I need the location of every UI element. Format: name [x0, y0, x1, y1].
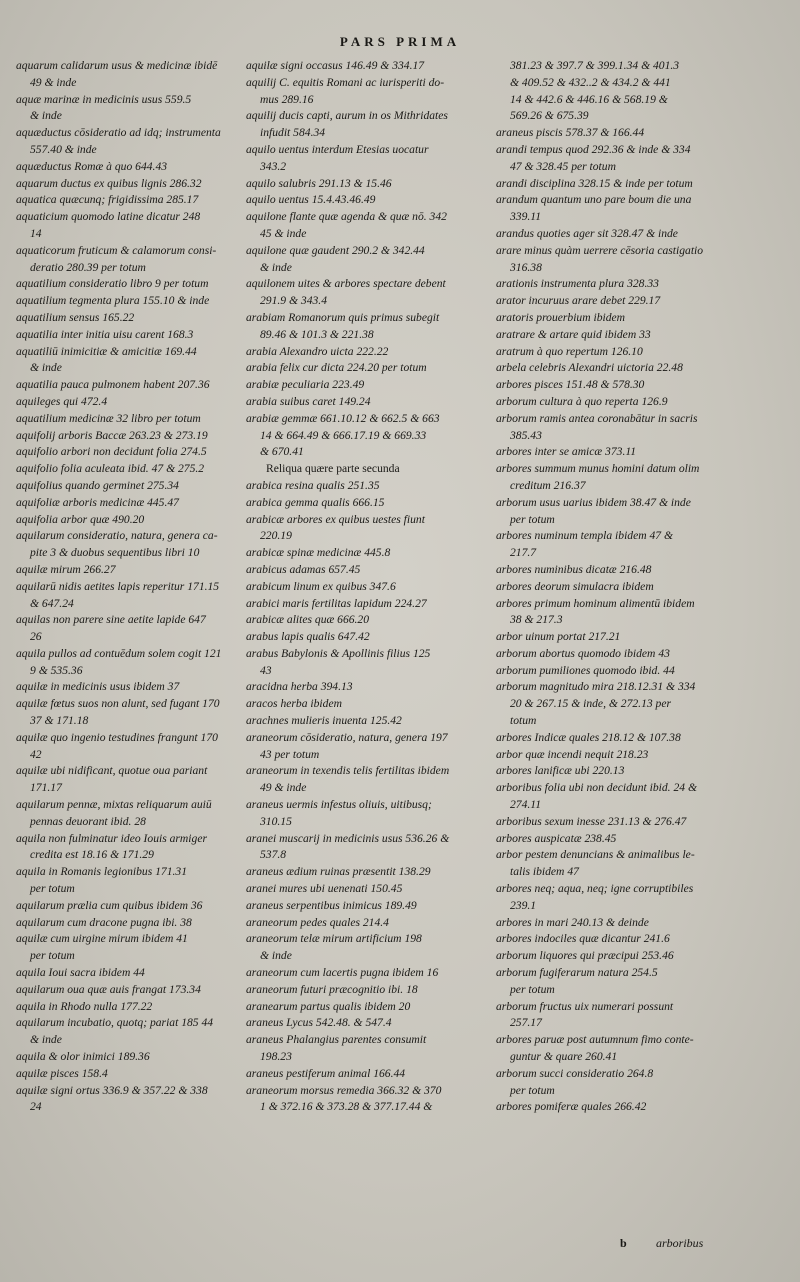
index-line: arationis instrumenta plura 328.33 [496, 277, 659, 291]
index-line: aquilæ pisces 158.4 [16, 1066, 108, 1080]
index-line: pite 3 & duobus sequentibus libri 10 [30, 546, 200, 560]
index-line: arbores neq; aqua, neq; igne corruptibiles [496, 882, 694, 896]
index-line: arator incuruus arare debet 229.17 [496, 294, 661, 308]
index-line: per totum [510, 982, 555, 996]
index-line: aquifolio folia aculeata ibid. 47 & 275.2 [16, 462, 205, 476]
index-line: talis ibidem 47 [510, 865, 579, 879]
catchword: arboribus [656, 1236, 704, 1250]
index-line: 43 per totum [260, 747, 320, 761]
index-line: per totum [30, 882, 75, 896]
index-line: 385.43 [510, 428, 542, 442]
index-line: arbores deorum simulacra ibidem [496, 579, 654, 593]
index-line: creditum 216.37 [510, 478, 586, 492]
index-column-right [496, 58, 796, 1116]
index-line: aquifolij arboris Baccæ 263.23 & 273.19 [16, 428, 208, 442]
index-line: aquilarum consideratio, natura, genera ca- [16, 529, 218, 543]
index-line: araneus Phalangius parentes consumit [246, 1033, 427, 1047]
index-line: guntur & quare 260.41 [510, 1050, 618, 1064]
index-line: & inde [260, 949, 292, 963]
index-line: 239.1 [510, 898, 537, 912]
index-line: arborum magnitudo mira 218.12.31 & 334 [496, 680, 696, 694]
index-line: 49 & inde [260, 781, 307, 795]
index-line: arabus lapis qualis 647.42 [246, 630, 370, 644]
index-line: aquileges qui 472.4 [16, 394, 108, 408]
index-line: arabica gemma qualis 666.15 [246, 495, 385, 509]
index-line: aquilarum incubatio, quotq; pariat 185 44 [16, 1016, 214, 1030]
index-line: 569.26 & 675.39 [510, 109, 589, 123]
index-line: 45 & inde [260, 226, 307, 240]
index-line: & inde [30, 109, 62, 123]
index-line: araneus Lycus 542.48. & 547.4 [246, 1016, 392, 1030]
index-line: aquilone quæ gaudent 290.2 & 342.44 [246, 243, 425, 257]
index-line: aquilarum cum dracone pugna ibi. 38 [16, 915, 192, 929]
index-line: aquilarum oua quæ auis frangat 173.34 [16, 982, 201, 996]
index-line: arbores pomiferæ quales 266.42 [496, 1100, 647, 1114]
signature-mark: b [620, 1236, 627, 1250]
index-line: aquilæ mirum 266.27 [16, 562, 116, 576]
index-line: araneorum telæ mirum artificium 198 [246, 932, 422, 946]
index-line: 38 & 217.3 [510, 613, 563, 627]
index-line: aquatilia inter initia uisu carent 168.3 [16, 327, 194, 341]
index-line: 14 & 442.6 & 446.16 & 568.19 & [510, 92, 668, 106]
index-line: 9 & 535.36 [30, 663, 83, 677]
index-line: aquilæ signi occasus 146.49 & 334.17 [246, 59, 425, 72]
index-line: per totum [30, 949, 75, 963]
index-line: arbores indociles quæ dicantur 241.6 [496, 932, 670, 946]
index-line: araneus serpentibus inimicus 189.49 [246, 898, 417, 912]
index-line: aquatilia pauca pulmonem habent 207.36 [16, 378, 210, 392]
index-line: aquila in Romanis legionibus 171.31 [16, 865, 188, 879]
index-line: arborum liquores qui præcipui 253.46 [496, 949, 674, 963]
index-line: aquatica quæcunq; frigidissima 285.17 [16, 193, 199, 207]
index-line: 37 & 171.18 [30, 714, 89, 728]
index-line: 220.19 [260, 529, 292, 543]
index-line: aquilo salubris 291.13 & 15.46 [246, 176, 392, 190]
index-line: & 647.24 [30, 596, 74, 610]
index-line: aranei muscarij in medicinis usus 536.26 & [246, 831, 450, 845]
index-line: araneorum pedes quales 214.4 [246, 915, 389, 929]
index-line: araneus uermis infestus oliuis, uitibusq; [246, 798, 432, 812]
index-line: arabiæ peculiaria 223.49 [246, 378, 365, 392]
index-line: aquilarum pennæ, mixtas reliquarum auiū [16, 798, 212, 812]
index-line: & inde [260, 260, 292, 274]
index-line: aquilonem uites & arbores spectare debent [246, 277, 446, 291]
index-line: & 670.41 [260, 445, 304, 459]
index-column-middle [246, 58, 498, 1116]
index-line: arbores pisces 151.48 & 578.30 [496, 378, 645, 392]
index-line: aquilarū nidis aetites lapis reperitur 171.15 [16, 579, 220, 593]
index-line: aquilæ in medicinis usus ibidem 37 [16, 680, 180, 694]
index-line: aquilas non parere sine aetite lapide 647 [16, 613, 206, 627]
index-line: aquilarum prælia cum quibus ibidem 36 [16, 898, 203, 912]
index-line: aquilo uentus 15.4.43.46.49 [246, 193, 376, 207]
index-line: arbores paruæ post autumnum fimo conte- [496, 1033, 694, 1047]
index-line: aratrum à quo repertum 126.10 [496, 344, 643, 358]
reliqua-note: Reliqua quære parte secunda [266, 462, 400, 476]
index-line: aquilæ ubi nidificant, quotue oua pariant [16, 764, 208, 778]
index-line: arachnes mulieris inuenta 125.42 [246, 714, 402, 728]
index-line: & inde [30, 1033, 62, 1047]
index-line: aquæductus cōsideratio ad idq; instrumenta [16, 126, 221, 140]
index-line: arbores lanificæ ubi 220.13 [496, 764, 625, 778]
index-line: per totum [510, 512, 555, 526]
index-line: arare minus quàm uerrere cēsoria castigatio [496, 243, 704, 257]
index-line: araneorum morsus remedia 366.32 & 370 [246, 1083, 442, 1097]
index-line: aquatilium sensus 165.22 [16, 310, 135, 324]
index-line: aquifolio arbori non decidunt folia 274.5 [16, 445, 207, 459]
index-line: credita est 18.16 & 171.29 [30, 848, 154, 862]
index-line: aratoris prouerbium ibidem [496, 310, 626, 324]
index-line: aquilo uentus interdum Etesias uocatur [246, 142, 429, 156]
index-line: arabicum linum ex quibus 347.6 [246, 579, 396, 593]
index-line: arbores in mari 240.13 & deinde [496, 915, 649, 929]
index-line: arborum abortus quomodo ibidem 43 [496, 646, 670, 660]
index-line: arabiæ gemmæ 661.10.12 & 662.5 & 663 [246, 411, 440, 425]
index-line: 1 & 372.16 & 373.28 & 377.17.44 & [260, 1100, 433, 1114]
index-line: aranei mures ubi uenenati 150.45 [246, 882, 403, 896]
index-line: arabici maris fertilitas lapidum 224.27 [246, 596, 427, 610]
index-line: arbores numinibus dicatæ 216.48 [496, 562, 652, 576]
index-line: aquaticium quomodo latine dicatur 248 [16, 210, 201, 224]
index-line: araneorum in texendis telis fertilitas ibidem [246, 764, 450, 778]
index-line: arandus quoties ager sit 328.47 & inde [496, 226, 678, 240]
index-column-left [16, 58, 244, 1116]
index-line: aquifolius quando germinet 275.34 [16, 478, 179, 492]
index-line: arboribus folia ubi non decidunt ibid. 24 & [496, 781, 697, 795]
index-line: arbor pestem denuncians & animalibus le- [496, 848, 695, 862]
index-line: aquilæ cum uirgine mirum ibidem 41 [16, 932, 188, 946]
index-line: deratio 280.39 per totum [30, 260, 146, 274]
index-line: aquila & olor inimici 189.36 [16, 1050, 150, 1064]
index-line: aquarum ductus ex quibus lignis 286.32 [16, 176, 202, 190]
index-line: 274.11 [510, 798, 542, 812]
index-line: arabicæ spinæ medicinæ 445.8 [246, 546, 391, 560]
index-line: arborum pumiliones quomodo ibid. 44 [496, 663, 675, 677]
page-header: PARS PRIMA [339, 34, 461, 49]
index-line: 42 [30, 747, 42, 761]
index-line: arbela celebris Alexandri uictoria 22.48 [496, 361, 683, 375]
index-line: arborum usus uarius ibidem 38.47 & inde [496, 495, 691, 509]
index-line: 49 & inde [30, 75, 77, 89]
index-line: araneorum cōsideratio, natura, genera 197 [246, 730, 448, 744]
index-line: arbores numinum templa ibidem 47 & [496, 529, 674, 543]
index-line: 557.40 & inde [30, 142, 97, 156]
index-line: arabicæ arbores ex quibus uestes fiunt [246, 512, 425, 526]
index-line: aquilone flante quæ agenda & quæ nō. 342 [246, 210, 447, 224]
index-line: 310.15 [260, 814, 292, 828]
index-line: 26 [30, 630, 42, 644]
index-line: araneus piscis 578.37 & 166.44 [496, 126, 645, 140]
index-line: aquila pullos ad contuēdum solem cogit 121 [16, 646, 222, 660]
index-line: 171.17 [30, 781, 62, 795]
index-line: pennas deuorant ibid. 28 [30, 814, 146, 828]
index-line: aratrare & artare quid ibidem 33 [496, 327, 651, 341]
index-line: arabiam Romanorum quis primus subegit [246, 310, 440, 324]
index-line: infudit 584.34 [260, 126, 326, 140]
index-line: araneus pestiferum animal 166.44 [246, 1066, 406, 1080]
index-line: 339.11 [510, 210, 542, 224]
index-line: 257.17 [510, 1016, 542, 1030]
index-line: arabica resina qualis 251.35 [246, 478, 380, 492]
index-line: arabia suibus caret 149.24 [246, 394, 371, 408]
index-line: 43 [260, 663, 272, 677]
index-line: arabus Babylonis & Apollinis filius 125 [246, 646, 431, 660]
index-line: 343.2 [260, 159, 287, 173]
index-line: araneorum cum lacertis pugna ibidem 16 [246, 966, 439, 980]
index-line: aquatilium consideratio libro 9 per totum [16, 277, 209, 291]
index-line: arandi tempus quod 292.36 & inde & 334 [496, 142, 691, 156]
index-line: arborum fugiferarum natura 254.5 [496, 966, 658, 980]
index-line: aquifoliæ arboris medicinæ 445.47 [16, 495, 179, 509]
index-line: aquilij ducis capti, aurum in os Mithridates [246, 109, 448, 123]
index-line: 24 [30, 1100, 42, 1114]
index-line: mus 289.16 [260, 92, 314, 106]
index-line: aquila in Rhodo nulla 177.22 [16, 999, 153, 1013]
index-line: 381.23 & 397.7 & 399.1.34 & 401.3 [510, 59, 680, 72]
index-line: arabicus adamas 657.45 [246, 562, 361, 576]
index-line: aquæ marinæ in medicinis usus 559.5 [16, 92, 192, 106]
index-line: arabicæ alites quæ 666.20 [246, 613, 370, 627]
index-line: aracidna herba 394.13 [246, 680, 353, 694]
index-line: aquilij C. equitis Romani ac iurisperiti do- [246, 75, 445, 89]
index-line: arbores inter se amicæ 373.11 [496, 445, 637, 459]
index-line: 537.8 [260, 848, 287, 862]
index-line: aquatilium tegmenta plura 155.10 & inde [16, 294, 210, 308]
index-line: aquila Ioui sacra ibidem 44 [16, 966, 145, 980]
index-line: aquatiliū inimicitiæ & amicitiæ 169.44 [16, 344, 197, 358]
index-line: arborum succi consideratio 264.8 [496, 1066, 654, 1080]
index-line: arandi disciplina 328.15 & inde per totum [496, 176, 693, 190]
index-line: aquarum calidarum usus & medicinæ ibidē [16, 59, 218, 72]
index-line: arabia felix cur dicta 224.20 per totum [246, 361, 427, 375]
index-line: arboribus sexum inesse 231.13 & 276.47 [496, 814, 687, 828]
index-line: 217.7 [510, 546, 537, 560]
index-line: aquaticorum fruticum & calamorum consi- [16, 243, 217, 257]
index-line: & inde [30, 361, 62, 375]
index-line: arborum cultura à quo reperta 126.9 [496, 394, 668, 408]
index-line: aquæductus Romæ à quo 644.43 [16, 159, 168, 173]
index-line: 20 & 267.15 & inde, & 272.13 per [510, 697, 672, 711]
index-line: arbores primum hominum alimentū ibidem [496, 596, 695, 610]
index-line: arbor uinum portat 217.21 [496, 630, 621, 644]
index-line: totum [510, 714, 537, 728]
index-line: aquatilium medicinæ 32 libro per totum [16, 411, 201, 425]
index-line: aracos herba ibidem [246, 697, 342, 711]
index-line: arbores auspicatæ 238.45 [496, 831, 617, 845]
index-line: 14 & 664.49 & 666.17.19 & 669.33 [260, 428, 427, 442]
index-line: arabia Alexandro uicta 222.22 [246, 344, 389, 358]
index-line: arbores Indicæ quales 218.12 & 107.38 [496, 730, 681, 744]
index-line: aranearum partus qualis ibidem 20 [246, 999, 411, 1013]
index-line: 316.38 [510, 260, 542, 274]
index-line: 89.46 & 101.3 & 221.38 [260, 327, 374, 341]
index-line: 291.9 & 343.4 [260, 294, 327, 308]
index-line: per totum [510, 1083, 555, 1097]
index-line: arandum quantum uno pare boum die una [496, 193, 692, 207]
index-line: arborum fructus uix numerari possunt [496, 999, 674, 1013]
index-line: araneorum futuri præcognitio ibi. 18 [246, 982, 418, 996]
index-line: & 409.52 & 432..2 & 434.2 & 441 [510, 75, 671, 89]
index-line: aquilæ signi ortus 336.9 & 357.22 & 338 [16, 1083, 208, 1097]
index-line: arborum ramis antea coronabātur in sacris [496, 411, 698, 425]
index-line: 14 [30, 226, 42, 240]
index-line: aquilæ quo ingenio testudines frangunt 170 [16, 730, 218, 744]
index-line: araneus ædium ruinas præsentit 138.29 [246, 865, 431, 879]
index-line: arbor quæ incendi nequit 218.23 [496, 747, 649, 761]
index-line: arbores summum munus homini datum olim [496, 462, 700, 476]
index-line: aquilæ fœtus suos non alunt, sed fugant 170 [16, 697, 220, 711]
index-line: 198.23 [260, 1050, 292, 1064]
index-line: aquifolia arbor quæ 490.20 [16, 512, 145, 526]
index-line: aquila non fulminatur ideo Iouis armiger [16, 831, 207, 845]
index-line: 47 & 328.45 per totum [510, 159, 616, 173]
